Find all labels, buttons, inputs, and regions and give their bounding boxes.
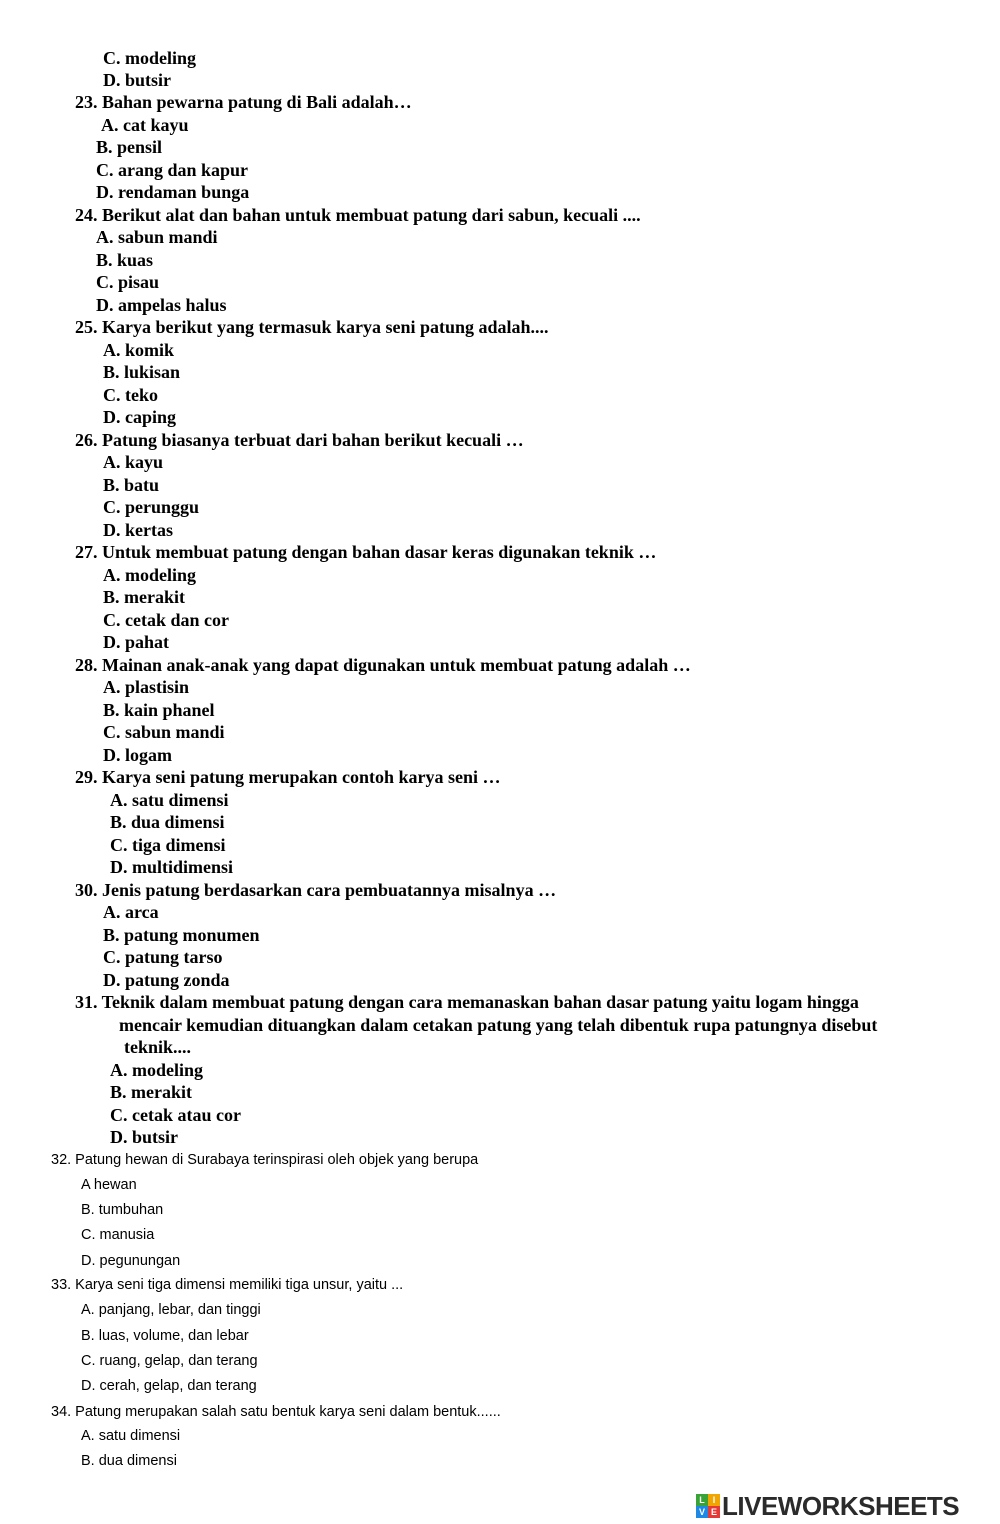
logo-mark-l: L	[696, 1494, 708, 1506]
option-25d: D. caping	[103, 407, 177, 427]
option-26c: C. perunggu	[103, 497, 200, 517]
question-28: 28. Mainan anak-anak yang dapat digunakan untuk membuat patung adalah …	[75, 655, 691, 675]
option-25b: B. lukisan	[103, 362, 181, 382]
option-30d: D. patung zonda	[103, 970, 230, 990]
liveworksheets-logo	[696, 1489, 959, 1523]
logo-mark-i: I	[708, 1494, 720, 1506]
option-28b: B. kain phanel	[103, 700, 215, 720]
question-34: 34. Patung merupakan salah satu bentuk karya seni dalam bentuk......	[51, 1404, 501, 1420]
option-31a: A. modeling	[110, 1060, 204, 1080]
option-25c: C. teko	[103, 385, 158, 405]
option-27b: B. merakit	[103, 587, 185, 607]
question-33: 33. Karya seni tiga dimensi memiliki tiga unsur, yaitu ...	[51, 1277, 404, 1293]
option-29b: B. dua dimensi	[110, 812, 225, 832]
option-22c: C. modeling	[103, 48, 197, 68]
logo-mark-e: E	[708, 1506, 720, 1518]
question-29: 29. Karya seni patung merupakan contoh karya seni …	[75, 767, 501, 787]
logo-text: LIVEWORKSHEETS	[722, 1490, 960, 1521]
option-27d: D. pahat	[103, 632, 170, 652]
option-24a: A. sabun mandi	[96, 227, 218, 247]
option-33d: D. cerah, gelap, dan terang	[81, 1378, 257, 1394]
option-22d: D. butsir	[103, 70, 172, 90]
option-26a: A. kayu	[103, 452, 164, 472]
option-26d: D. kertas	[103, 520, 173, 540]
option-26b: B. batu	[103, 475, 160, 495]
option-32d: D. pegunungan	[81, 1253, 181, 1269]
question-27: 27. Untuk membuat patung dengan bahan dasar keras digunakan teknik …	[75, 542, 657, 562]
option-27c: C. cetak dan cor	[103, 610, 229, 630]
question-23: 23. Bahan pewarna patung di Bali adalah…	[75, 92, 412, 112]
option-33b: B. luas, volume, dan lebar	[81, 1328, 249, 1344]
option-23a: A. cat kayu	[101, 115, 189, 135]
option-34a: A. satu dimensi	[81, 1428, 181, 1444]
option-25a: A. komik	[103, 340, 175, 360]
option-28d: D. logam	[103, 745, 172, 765]
option-29a: A. satu dimensi	[110, 790, 229, 810]
question-31-line-3: teknik....	[124, 1037, 192, 1057]
option-28a: A. plastisin	[103, 677, 190, 697]
question-32: 32. Patung hewan di Surabaya terinspirasi oleh objek yang berupa	[51, 1152, 479, 1168]
question-31-line-1: 31. Teknik dalam membuat patung dengan cara memanaskan bahan dasar patung yaitu logam hingga	[75, 992, 859, 1012]
option-24b: B. kuas	[96, 250, 154, 270]
option-29c: C. tiga dimensi	[110, 835, 226, 855]
liveworksheets-logo-icon	[696, 1494, 720, 1518]
option-27a: A. modeling	[103, 565, 197, 585]
question-26: 26. Patung biasanya terbuat dari bahan berikut kecuali …	[75, 430, 524, 450]
option-24c: C. pisau	[96, 272, 160, 292]
option-32a: A hewan	[81, 1177, 137, 1193]
question-25: 25. Karya berikut yang termasuk karya seni patung adalah....	[75, 317, 549, 337]
option-32c: C. manusia	[81, 1227, 155, 1243]
option-28c: C. sabun mandi	[103, 722, 225, 742]
question-30: 30. Jenis patung berdasarkan cara pembuatannya misalnya …	[75, 880, 557, 900]
option-23d: D. rendaman bunga	[96, 182, 250, 202]
option-30b: B. patung monumen	[103, 925, 260, 945]
question-24: 24. Berikut alat dan bahan untuk membuat patung dari sabun, kecuali ....	[75, 205, 641, 225]
option-29d: D. multidimensi	[110, 857, 234, 877]
logo-mark-v: V	[696, 1506, 708, 1518]
option-33a: A. panjang, lebar, dan tinggi	[81, 1302, 261, 1318]
option-32b: B. tumbuhan	[81, 1202, 164, 1218]
option-34b: B. dua dimensi	[81, 1453, 177, 1469]
option-30c: C. patung tarso	[103, 947, 223, 967]
option-30a: A. arca	[103, 902, 159, 922]
option-33c: C. ruang, gelap, dan terang	[81, 1353, 258, 1369]
option-31c: C. cetak atau cor	[110, 1105, 241, 1125]
question-31-line-2: mencair kemudian dituangkan dalam cetakan patung yang telah dibentuk rupa patungnya disebut	[119, 1015, 878, 1035]
option-31d: D. butsir	[110, 1127, 179, 1147]
option-31b: B. merakit	[110, 1082, 192, 1102]
option-23b: B. pensil	[96, 137, 163, 157]
option-23c: C. arang dan kapur	[96, 160, 249, 180]
option-24d: D. ampelas halus	[96, 295, 227, 315]
